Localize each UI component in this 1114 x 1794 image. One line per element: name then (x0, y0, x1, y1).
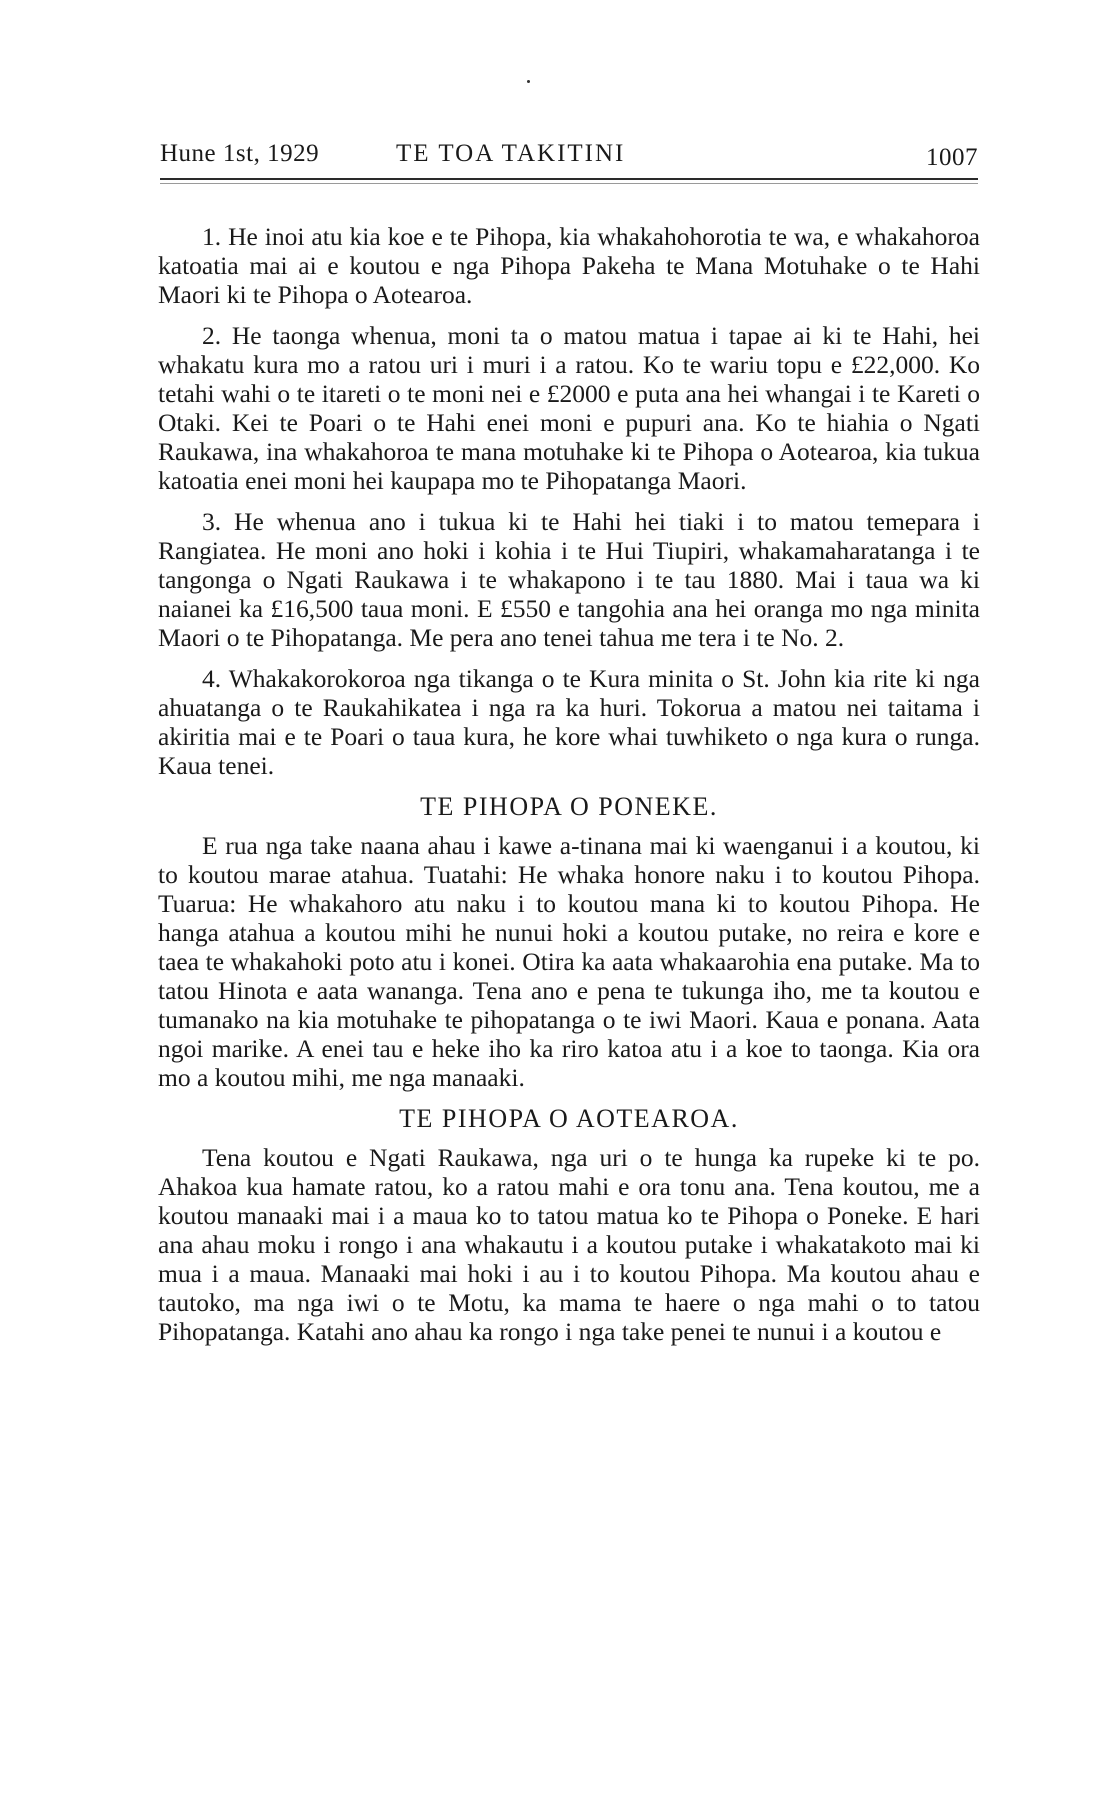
page-number: 1007 (926, 144, 978, 171)
section-heading-pihopa-o-poneke: TE PIHOPA O PONEKE. (420, 792, 718, 821)
page-speck (527, 80, 530, 83)
paragraph-1: 1. He inoi atu kia koe e te Pihopa, kia whakahohorotia te wa, e whakahoroa katoatia mai ai e koutou e nga Pihopa Pakeha te Mana Motuhake o te Hahi Maori ki te Pihopa o Aotearoa. (158, 222, 980, 309)
paragraph-3: 3. He whenua ano i tukua ki te Hahi hei tiaki i to matou temepara i Rangiatea. He moni ano hoki i kohia i te Hui Tiupiri, whakamaharatanga i te tangonga o Ngati Raukawa i te whakapono i te tau 1880. Mai i taua wa ki naianei ka £16,500 taua moni. E £550 e tangohia ana hei oranga mo nga minita Maori o te Pihopatanga. Me pera ano tenei tahua me tera i te No. 2. (158, 507, 980, 652)
header-title: TE TOA TAKITINI (396, 140, 626, 167)
section-heading-pihopa-o-aotearoa: TE PIHOPA O AOTEAROA. (399, 1104, 739, 1133)
section-paragraph-aotearoa: Tena koutou e Ngati Raukawa, nga uri o te hunga ka rupeke ki te po. Ahakoa kua hamate ratou, ko a ratou mahi e ora tonu ana. Tena koutou, me a koutou manaaki mai i a maua ko to tatou matua ko te Pihopa o Poneke. E hari ana ahau moku i rongo i ana whakautu i a koutou putake i whakatakoto mai ki mua i a maua. Manaaki mai hoki i au i to koutou Pihopa. Ma koutou ahau e tautoko, ma nga iwi o te Motu, ka mama te haere o nga mahi o to tatou Pihopatanga. Katahi ano ahau ka rongo i nga take penei te nunui i a koutou e (158, 1143, 980, 1346)
header-rule (160, 178, 978, 180)
header-rule-thin (160, 183, 978, 184)
running-header (160, 138, 978, 172)
article-body (158, 222, 980, 1358)
header-date: Hune 1st, 1929 (160, 140, 320, 167)
paragraph-4: 4. Whakakorokoroa nga tikanga o te Kura minita o St. John kia rite ki nga ahuatanga o te Raukahikatea i nga ra ka huri. Tokorua a matou nei taitama i akiritia mai e te Poari o taua kura, he kore whai tuwhiketo o nga kura o runga. Kaua tenei. (158, 664, 980, 780)
paragraph-2: 2. He taonga whenua, moni ta o matou matua i tapae ai ki te Hahi, hei whakatu kura mo a ratou uri i muri i a ratou. Ko te wariu topu e £22,000. Ko tetahi wahi o te itareti o te moni nei e £2000 e puta ana hei whangai i te Kareti o Otaki. Kei te Poari o te Hahi enei moni e pupuri ana. Ko te hiahia o Ngati Raukawa, ina whakahoroa te mana motuhake ki te Pihopa o Aotearoa, kia tukua katoatia enei moni hei kaupapa mo te Pihopatanga Maori. (158, 321, 980, 495)
section-paragraph-poneke: E rua nga take naana ahau i kawe a-tinana mai ki waenganui i a koutou, ki to koutou marae atahua. Tuatahi: He whaka honore naku i to koutou Pihopa. Tuarua: He whakahoro atu naku i to koutou mana ki to koutou Pihopa. He hanga atahua a koutou mihi he nunui hoki a koutou putake, no reira e kore e taea te whakahoki poto atu i konei. Otira ka aata whakaarohia ena putake. Ma to tatou Hinota e aata wananga. Tena ano e pena te tukunga iho, me ta koutou e tumanako na kia motuhake te pihopatanga o te iwi Maori. Kaua e ponana. Aata ngoi marike. A enei tau e heke iho ka riro katoa atu i a koe to taonga. Kia ora mo a koutou mihi, me nga manaaki. (158, 831, 980, 1092)
